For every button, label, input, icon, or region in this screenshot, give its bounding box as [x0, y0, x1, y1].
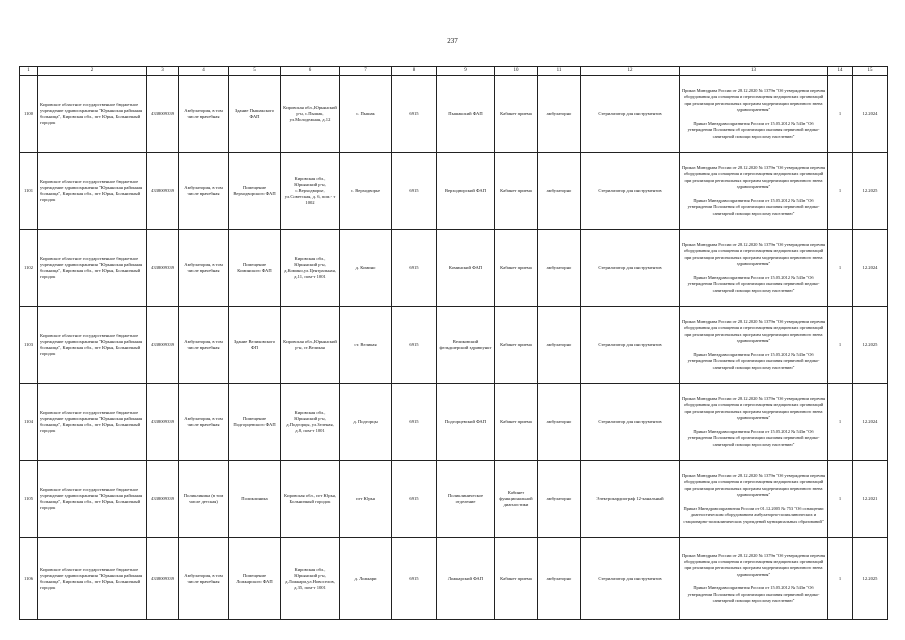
table-row [20, 384, 888, 461]
organization-cell: Кировское областное государственное бюджетное учреждение здравоохранения "Юрьянская районная больница", Кировская обл., пгт Юрья, Больничный городок [38, 307, 147, 384]
room-cell: Кабинет приема [495, 307, 538, 384]
basis-order-2: Приказ Минздравсоцразвития России от 15.05.2012 № 543н "Об утверждении Положения об организации оказания первичной медико-санитарной помощи взрослому населению" [687, 120, 820, 139]
code-cell: 6915 [392, 230, 437, 307]
address-cell: Кировская обл., пгт Юрья, Больничный городок [281, 461, 340, 538]
basis-order-1: Приказ Минздрава России от 28.12.2020 № 1379н "Об утверждении перечня оборудования для оснащения и переоснащения медицинских организаций при реализации региональных программ модернизации первичного звена здравоохранения" [682, 242, 825, 267]
address-cell: Кировская обл., Юрьянский р-н, с.Верходворье, ул.Советская, д. 6, пом.- т 1002 [281, 153, 340, 230]
row-number: 1106 [20, 538, 38, 620]
building-cell: Здание Пышакского ФАП [229, 76, 281, 153]
unit-cell: Поликлиническое отделение [437, 461, 495, 538]
table-row [20, 153, 888, 230]
organization-cell: Кировское областное государственное бюджетное учреждение здравоохранения "Юрьянская районная больница", Кировская обл., пгт Юрья, Больничный городок [38, 461, 147, 538]
row-number: 1101 [20, 153, 38, 230]
equipment-cell: Стерилизатор для инструментов [581, 153, 680, 230]
basis-cell [680, 384, 828, 461]
code-cell: 6915 [392, 153, 437, 230]
column-header: 10 [495, 67, 538, 76]
column-header: 8 [392, 67, 437, 76]
column-header: 1 [20, 67, 38, 76]
basis-order-2: Приказ Минздравсоцразвития России от 15.05.2012 № 543н "Об утверждении Положения об организации оказания первичной медико-санитарной помощи взрослому населению" [687, 274, 820, 293]
unit-cell: Ложкарский ФАП [437, 538, 495, 620]
equipment-cell: Стерилизатор для инструментов [581, 307, 680, 384]
building-cell: Помещение Верходворского ФАП [229, 153, 281, 230]
inn-cell: 4338009339 [147, 461, 179, 538]
basis-order-1: Приказ Минздрава России от 28.12.2020 № 1379н "Об утверждении перечня оборудования для оснащения и переоснащения медицинских организаций при реализации региональных программ модернизации первичного звена здравоохранения" [682, 396, 825, 421]
basis-order-1: Приказ Минздрава России от 28.12.2020 № 1379н "Об утверждении перечня оборудования для оснащения и переоснащения медицинских организаций при реализации региональных программ модернизации первичного звена здравоохранения" [682, 552, 825, 577]
building-cell: Поликлиника [229, 461, 281, 538]
column-header: 9 [437, 67, 495, 76]
basis-cell [680, 538, 828, 620]
column-header: 7 [340, 67, 392, 76]
basis-cell [680, 307, 828, 384]
table-row [20, 538, 888, 620]
equipment-cell: Стерилизатор для инструментов [581, 230, 680, 307]
care-cell: амбулаторно [538, 538, 581, 620]
basis-order-1: Приказ Минздрава России от 28.12.2020 № 1379н "Об утверждении перечня оборудования для оснащения и переоснащения медицинских организаций при реализации региональных программ модернизации первичного звена здравоохранения" [682, 165, 825, 190]
date-cell: 12.2024 [853, 230, 888, 307]
date-cell: 12.2025 [853, 153, 888, 230]
locality-cell: пгт Юрья [340, 461, 392, 538]
care-cell: амбулаторно [538, 230, 581, 307]
code-cell: 6915 [392, 307, 437, 384]
inn-cell: 4338009339 [147, 538, 179, 620]
building-cell: Помещение Ложкарского ФАП [229, 538, 281, 620]
organization-cell: Кировское областное государственное бюджетное учреждение здравоохранения "Юрьянская районная больница", Кировская обл., пгт Юрья, Больничный городок [38, 538, 147, 620]
unit-cell: Верходворский ФАП [437, 153, 495, 230]
column-number-row [20, 67, 888, 76]
room-cell: Кабинет приема [495, 538, 538, 620]
basis-order-1: Приказ Минздрава России от 28.12.2020 № 1379н "Об утверждении перечня оборудования для оснащения и переоснащения медицинских организаций при реализации региональных программ модернизации первичного звена здравоохранения" [682, 473, 825, 498]
table-row [20, 230, 888, 307]
inn-cell: 4338009339 [147, 384, 179, 461]
row-number: 1100 [20, 76, 38, 153]
column-header: 3 [147, 67, 179, 76]
care-cell: амбулаторно [538, 384, 581, 461]
unit-cell: Подгорцевский ФАП [437, 384, 495, 461]
column-header: 13 [680, 67, 828, 76]
facility-type-cell: Поликлиника (в том числе детская) [179, 461, 229, 538]
row-number: 1102 [20, 230, 38, 307]
care-cell: амбулаторно [538, 461, 581, 538]
locality-cell: д. Комино [340, 230, 392, 307]
column-header: 2 [38, 67, 147, 76]
basis-cell [680, 76, 828, 153]
address-cell: Кировская обл., Юрьянский р-н, д.Комино,ул.Центральная,д.11, пом-т 1001 [281, 230, 340, 307]
date-cell: 12.2025 [853, 538, 888, 620]
organization-cell: Кировское областное государственное бюджетное учреждение здравоохранения "Юрьянская районная больница", Кировская обл., пгт Юрья, Больничный городок [38, 76, 147, 153]
row-number: 1104 [20, 384, 38, 461]
basis-order-2: Приказ Минздравсоцразвития России от 15.05.2012 № 543н "Об утверждении Положения об организации оказания первичной медико-санитарной помощи взрослому населению" [687, 351, 820, 370]
basis-order-2: Приказ Минздравсоцразвития России от 15.05.2012 № 543н "Об утверждении Положения об организации оказания первичной медико-санитарной помощи взрослому населению" [687, 585, 820, 604]
column-header: 11 [538, 67, 581, 76]
facility-type-cell: Амбулатория, в том числе врачебная [179, 307, 229, 384]
date-cell: 12.2021 [853, 461, 888, 538]
column-header: 5 [229, 67, 281, 76]
quantity-cell: 1 [828, 384, 853, 461]
date-cell: 12.2025 [853, 307, 888, 384]
facility-type-cell: Амбулатория, в том числе врачебная [179, 230, 229, 307]
code-cell: 6915 [392, 76, 437, 153]
basis-order-2: Приказ Минздравсоцразвития России от 15.05.2012 № 543н "Об утверждении Положения об организации оказания первичной медико-санитарной помощи взрослому населению" [687, 197, 820, 216]
equipment-table [19, 66, 888, 620]
column-header: 12 [581, 67, 680, 76]
basis-cell [680, 461, 828, 538]
organization-cell: Кировское областное государственное бюджетное учреждение здравоохранения "Юрьянская районная больница", Кировская обл., пгт Юрья, Больничный городок [38, 230, 147, 307]
inn-cell: 4338009339 [147, 153, 179, 230]
basis-order-2: Приказ Минздравсоцразвития России от 15.05.2012 № 543н "Об утверждении Положения об организации оказания первичной медико-санитарной помощи взрослому населению" [687, 428, 820, 447]
locality-cell: с. Пышак [340, 76, 392, 153]
quantity-cell: 1 [828, 153, 853, 230]
row-number: 1103 [20, 307, 38, 384]
equipment-cell: Стерилизатор для инструментов [581, 538, 680, 620]
room-cell: Кабинет приема [495, 76, 538, 153]
room-cell: Кабинет приема [495, 153, 538, 230]
basis-order-1: Приказ Минздрава России от 28.12.2020 № 1379н "Об утверждении перечня оборудования для оснащения и переоснащения медицинских организаций при реализации региональных программ модернизации первичного звена здравоохранения" [682, 88, 825, 113]
facility-type-cell: Амбулатория, в том числе врачебная [179, 384, 229, 461]
code-cell: 6915 [392, 384, 437, 461]
code-cell: 6915 [392, 538, 437, 620]
column-header: 6 [281, 67, 340, 76]
row-number: 1105 [20, 461, 38, 538]
locality-cell: ст. Великая [340, 307, 392, 384]
address-cell: Кировская обл., Юрьянский р-н, д.Ложкари,ул.Новоселов, д.35, пом-т 1001 [281, 538, 340, 620]
care-cell: амбулаторно [538, 153, 581, 230]
column-header: 15 [853, 67, 888, 76]
unit-cell: Коминский ФАП [437, 230, 495, 307]
equipment-cell: Стерилизатор для инструментов [581, 384, 680, 461]
unit-cell: Великовский фельдшерский здравпункт [437, 307, 495, 384]
address-cell: Кировская обл.,Юрьянский р-н, с.Пышак, ул.Молодежная, д.12 [281, 76, 340, 153]
locality-cell: д. Подгорцы [340, 384, 392, 461]
quantity-cell: 1 [828, 307, 853, 384]
column-header: 14 [828, 67, 853, 76]
basis-cell [680, 153, 828, 230]
quantity-cell: 1 [828, 461, 853, 538]
facility-type-cell: Амбулатория, в том числе врачебная [179, 76, 229, 153]
locality-cell: д. Ложкари [340, 538, 392, 620]
table-row [20, 76, 888, 153]
equipment-cell: Стерилизатор для инструментов [581, 76, 680, 153]
room-cell: Кабинет приема [495, 230, 538, 307]
organization-cell: Кировское областное государственное бюджетное учреждение здравоохранения "Юрьянская районная больница", Кировская обл., пгт Юрья, Больничный городок [38, 384, 147, 461]
facility-type-cell: Амбулатория, в том числе врачебная [179, 538, 229, 620]
care-cell: амбулаторно [538, 307, 581, 384]
table-row [20, 307, 888, 384]
inn-cell: 4338009339 [147, 230, 179, 307]
date-cell: 12.2024 [853, 76, 888, 153]
date-cell: 12.2024 [853, 384, 888, 461]
inn-cell: 4338009339 [147, 307, 179, 384]
basis-order-1: Приказ Минздрава России от 28.12.2020 № 1379н "Об утверждении перечня оборудования для оснащения и переоснащения медицинских организаций при реализации региональных программ модернизации первичного звена здравоохранения" [682, 319, 825, 344]
building-cell: Помещение Подгорцевского ФАП [229, 384, 281, 461]
basis-cell [680, 230, 828, 307]
address-cell: Кировская обл., Юрьянский р-н, д.Подгорцы, ул.Зеленая, д.8, пом-т 1001 [281, 384, 340, 461]
column-header: 4 [179, 67, 229, 76]
building-cell: Помещение Коминского ФАП [229, 230, 281, 307]
quantity-cell: 1 [828, 538, 853, 620]
equipment-cell: Электрокардиограф 12-канальный [581, 461, 680, 538]
table-row [20, 461, 888, 538]
locality-cell: с. Верходворье [340, 153, 392, 230]
building-cell: Здание Великовского ФП [229, 307, 281, 384]
inn-cell: 4338009339 [147, 76, 179, 153]
code-cell: 6915 [392, 461, 437, 538]
room-cell: Кабинет приема [495, 384, 538, 461]
address-cell: Кировская обл.,Юрьянский р-н, ст.Великая [281, 307, 340, 384]
care-cell: амбулаторно [538, 76, 581, 153]
basis-order-2: Приказ Минздравсоцразвития России от 01.12.2005 № 753 "Об оснащении диагностическим оборудованием амбулаторно-поликлинических и стационарно-поликлинических учреждений муниципальных образований" [683, 505, 824, 524]
page-number: 237 [447, 37, 458, 45]
unit-cell: Пышакский ФАП [437, 76, 495, 153]
quantity-cell: 1 [828, 76, 853, 153]
room-cell: Кабинет функциональной диагностики [495, 461, 538, 538]
organization-cell: Кировское областное государственное бюджетное учреждение здравоохранения "Юрьянская районная больница", Кировская обл., пгт Юрья, Больничный городок [38, 153, 147, 230]
facility-type-cell: Амбулатория, в том числе врачебная [179, 153, 229, 230]
quantity-cell: 1 [828, 230, 853, 307]
